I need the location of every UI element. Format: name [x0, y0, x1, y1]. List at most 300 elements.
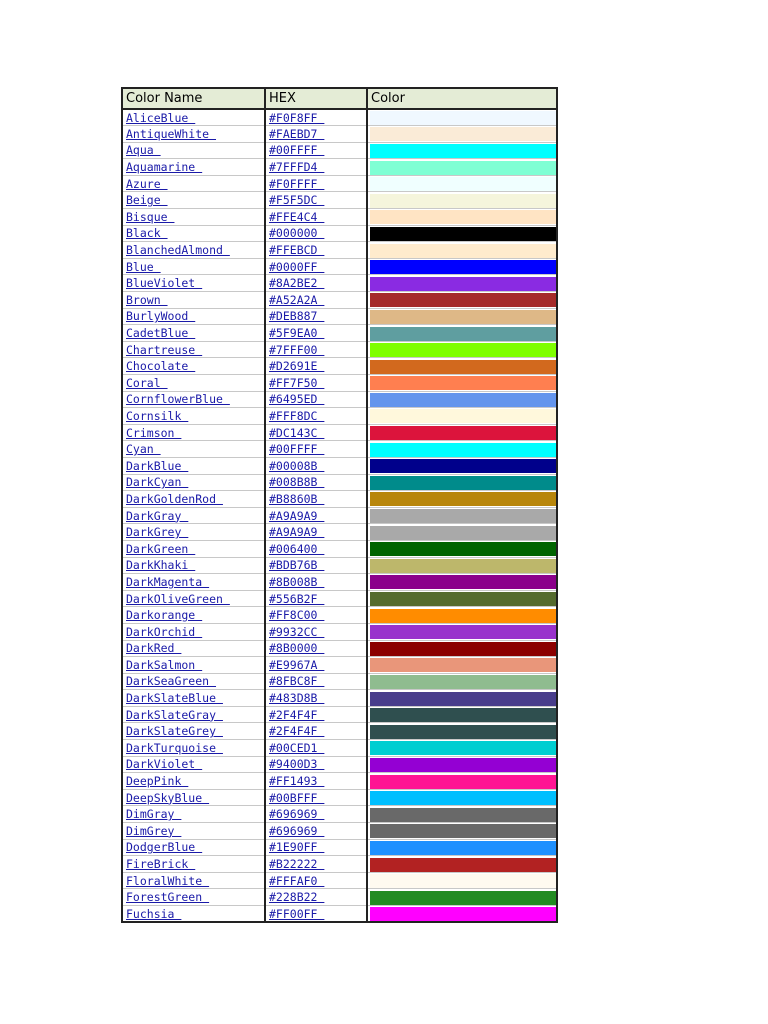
color-swatch	[370, 907, 556, 921]
table-row	[122, 408, 557, 425]
hex-cell	[265, 607, 367, 624]
table-row	[122, 623, 557, 640]
color-swatch	[370, 658, 556, 672]
hex-link[interactable]: #9932CC	[269, 624, 325, 639]
color-swatch-cell	[367, 209, 557, 226]
table-row	[122, 325, 557, 342]
table-row	[122, 126, 557, 143]
table-row	[122, 756, 557, 773]
hex-cell	[265, 491, 367, 508]
color-swatch-cell	[367, 457, 557, 474]
hex-link[interactable]: #00008B	[269, 458, 325, 473]
color-name-cell	[122, 491, 265, 508]
color-name-link[interactable]: DarkSlateGray	[126, 707, 223, 722]
hex-cell	[265, 740, 367, 757]
hex-link[interactable]: #FF1493	[269, 774, 325, 789]
color-swatch-cell	[367, 441, 557, 458]
color-name-cell	[122, 640, 265, 657]
hex-link[interactable]: #8B008B	[269, 574, 325, 589]
color-name-link[interactable]: DimGrey	[126, 823, 182, 838]
table-row	[122, 607, 557, 624]
color-name-link[interactable]: DeepPink	[126, 774, 189, 789]
hex-link[interactable]: #00FFFF	[269, 143, 325, 158]
color-name-cell	[122, 192, 265, 209]
hex-link[interactable]: #FF00FF	[269, 906, 325, 921]
color-swatch	[370, 476, 556, 490]
color-swatch-cell	[367, 690, 557, 707]
color-name-cell	[122, 690, 265, 707]
hex-link[interactable]: #7FFFD4	[269, 160, 325, 175]
hex-cell	[265, 524, 367, 541]
color-name-link[interactable]: Blue	[126, 259, 161, 274]
color-name-cell	[122, 723, 265, 740]
color-name-link[interactable]: DarkMagenta	[126, 574, 210, 589]
color-swatch	[370, 244, 556, 258]
hex-link[interactable]: #FAEBD7	[269, 126, 325, 141]
color-name-link[interactable]: Chocolate	[126, 359, 196, 374]
color-name-link[interactable]: DarkKhaki	[126, 558, 196, 573]
color-swatch-cell	[367, 292, 557, 309]
color-name-link[interactable]: Azure	[126, 176, 168, 191]
hex-cell	[265, 906, 367, 923]
color-name-link[interactable]: BlueViolet	[126, 276, 203, 291]
color-swatch	[370, 708, 556, 722]
hex-cell	[265, 690, 367, 707]
hex-cell	[265, 142, 367, 159]
color-swatch	[370, 260, 556, 274]
color-name-link[interactable]: BurlyWood	[126, 309, 196, 324]
hex-link[interactable]: #8A2BE2	[269, 276, 325, 291]
hex-cell	[265, 657, 367, 674]
color-name-link[interactable]: DarkGreen	[126, 541, 196, 556]
hex-cell	[265, 292, 367, 309]
hex-cell	[265, 590, 367, 607]
color-name-link[interactable]: DarkSeaGreen	[126, 674, 217, 689]
table-row	[122, 358, 557, 375]
hex-link[interactable]: #7FFF00	[269, 342, 325, 357]
color-name-link[interactable]: DarkViolet	[126, 757, 203, 772]
color-swatch-cell	[367, 507, 557, 524]
color-swatch-cell	[367, 258, 557, 275]
color-swatch	[370, 592, 556, 606]
color-name-cell	[122, 906, 265, 923]
color-swatch-cell	[367, 773, 557, 790]
color-swatch-cell	[367, 740, 557, 757]
hex-link[interactable]: #5F9EA0	[269, 326, 325, 341]
color-swatch-cell	[367, 358, 557, 375]
color-name-cell	[122, 524, 265, 541]
color-name-link[interactable]: AntiqueWhite	[126, 126, 217, 141]
color-name-link[interactable]: Chartreuse	[126, 342, 203, 357]
color-swatch-cell	[367, 623, 557, 640]
hex-cell	[265, 789, 367, 806]
color-swatch	[370, 144, 556, 158]
color-name-cell	[122, 607, 265, 624]
color-swatch-cell	[367, 325, 557, 342]
table-row	[122, 574, 557, 591]
hex-link[interactable]: #BDB76B	[269, 558, 325, 573]
color-name-link[interactable]: DarkSalmon	[126, 657, 203, 672]
color-table	[121, 87, 558, 923]
hex-link[interactable]: #00BFFF	[269, 790, 325, 805]
color-swatch	[370, 891, 556, 905]
color-swatch	[370, 874, 556, 888]
table-row	[122, 640, 557, 657]
hex-link[interactable]: #000000	[269, 226, 325, 241]
hex-link[interactable]: #D2691E	[269, 359, 325, 374]
color-swatch-cell	[367, 159, 557, 176]
color-swatch	[370, 725, 556, 739]
color-swatch-cell	[367, 109, 557, 126]
color-name-link[interactable]: FloralWhite	[126, 873, 210, 888]
color-name-cell	[122, 657, 265, 674]
hex-link[interactable]: #F0F8FF	[269, 110, 325, 125]
color-swatch	[370, 492, 556, 506]
table-row	[122, 723, 557, 740]
hex-cell	[265, 126, 367, 143]
color-name-link[interactable]: DarkSlateGrey	[126, 724, 223, 739]
table-row	[122, 823, 557, 840]
color-name-link[interactable]: Darkorange	[126, 608, 203, 623]
hex-link[interactable]: #483D8B	[269, 691, 325, 706]
color-swatch	[370, 741, 556, 755]
color-name-cell	[122, 209, 265, 226]
color-swatch-cell	[367, 375, 557, 392]
hex-link[interactable]: #FF8C00	[269, 608, 325, 623]
color-swatch	[370, 775, 556, 789]
color-swatch	[370, 559, 556, 573]
hex-link[interactable]: #8FBC8F	[269, 674, 325, 689]
color-swatch	[370, 393, 556, 407]
table-row	[122, 740, 557, 757]
color-name-link[interactable]: DarkOliveGreen	[126, 591, 230, 606]
color-name-cell	[122, 126, 265, 143]
color-name-link[interactable]: Fuchsia	[126, 906, 182, 921]
color-name-link[interactable]: Black	[126, 226, 168, 241]
header-color-name: Color Name	[122, 88, 265, 109]
color-swatch-cell	[367, 574, 557, 591]
table-row	[122, 889, 557, 906]
table-row	[122, 507, 557, 524]
color-swatch-cell	[367, 192, 557, 209]
color-name-cell	[122, 358, 265, 375]
hex-link[interactable]: #00CED1	[269, 740, 325, 755]
hex-link[interactable]: #1E90FF	[269, 840, 325, 855]
color-name-link[interactable]: Crimson	[126, 425, 182, 440]
color-name-cell	[122, 673, 265, 690]
color-swatch	[370, 542, 556, 556]
hex-cell	[265, 557, 367, 574]
hex-link[interactable]: #2F4F4F	[269, 707, 325, 722]
hex-link[interactable]: #E9967A	[269, 657, 325, 672]
color-name-cell	[122, 292, 265, 309]
color-swatch-cell	[367, 789, 557, 806]
hex-link[interactable]: #6495ED	[269, 392, 325, 407]
hex-cell	[265, 325, 367, 342]
color-name-link[interactable]: DarkGrey	[126, 525, 189, 540]
color-name-link[interactable]: FireBrick	[126, 857, 196, 872]
color-name-cell	[122, 424, 265, 441]
color-swatch-cell	[367, 640, 557, 657]
hex-cell	[265, 889, 367, 906]
table-row	[122, 375, 557, 392]
hex-link[interactable]: #006400	[269, 541, 325, 556]
hex-link[interactable]: #FFE4C4	[269, 209, 325, 224]
color-swatch	[370, 609, 556, 623]
color-name-link[interactable]: Brown	[126, 292, 168, 307]
table-row	[122, 872, 557, 889]
color-swatch-cell	[367, 540, 557, 557]
color-swatch-cell	[367, 225, 557, 242]
color-name-cell	[122, 308, 265, 325]
hex-link[interactable]: #556B2F	[269, 591, 325, 606]
color-name-link[interactable]: DarkCyan	[126, 475, 189, 490]
hex-cell	[265, 756, 367, 773]
hex-cell	[265, 391, 367, 408]
header-row	[122, 88, 557, 109]
color-name-link[interactable]: DarkOrchid	[126, 624, 203, 639]
color-swatch-cell	[367, 424, 557, 441]
color-name-link[interactable]: Aquamarine	[126, 160, 203, 175]
hex-cell	[265, 839, 367, 856]
color-name-link[interactable]: DarkBlue	[126, 458, 189, 473]
color-name-cell	[122, 574, 265, 591]
hex-cell	[265, 175, 367, 192]
color-name-link[interactable]: Beige	[126, 193, 168, 208]
color-swatch	[370, 409, 556, 423]
hex-cell	[265, 723, 367, 740]
hex-link[interactable]: #F0FFFF	[269, 176, 325, 191]
color-swatch	[370, 111, 556, 125]
color-swatch-cell	[367, 889, 557, 906]
table-row	[122, 292, 557, 309]
color-swatch	[370, 509, 556, 523]
hex-cell	[265, 706, 367, 723]
color-swatch	[370, 692, 556, 706]
color-name-link[interactable]: Cyan	[126, 442, 161, 457]
table-row	[122, 109, 557, 126]
hex-link[interactable]: #0000FF	[269, 259, 325, 274]
color-swatch	[370, 227, 556, 241]
hex-link[interactable]: #696969	[269, 807, 325, 822]
table-row	[122, 540, 557, 557]
color-swatch	[370, 675, 556, 689]
color-swatch	[370, 443, 556, 457]
hex-cell	[265, 408, 367, 425]
hex-cell	[265, 424, 367, 441]
hex-cell	[265, 872, 367, 889]
hex-link[interactable]: #DEB887	[269, 309, 325, 324]
color-swatch-cell	[367, 590, 557, 607]
color-name-cell	[122, 773, 265, 790]
hex-cell	[265, 275, 367, 292]
color-swatch-cell	[367, 242, 557, 259]
color-name-cell	[122, 441, 265, 458]
hex-link[interactable]: #FFFAF0	[269, 873, 325, 888]
hex-cell	[265, 341, 367, 358]
color-name-cell	[122, 540, 265, 557]
hex-cell	[265, 242, 367, 259]
color-name-cell	[122, 806, 265, 823]
color-swatch-cell	[367, 856, 557, 873]
hex-link[interactable]: #FF7F50	[269, 375, 325, 390]
table-row	[122, 557, 557, 574]
table-row	[122, 789, 557, 806]
color-swatch-cell	[367, 723, 557, 740]
color-name-cell	[122, 557, 265, 574]
color-name-link[interactable]: Aqua	[126, 143, 161, 158]
hex-cell	[265, 375, 367, 392]
color-name-cell	[122, 507, 265, 524]
color-name-link[interactable]: DarkTurquoise	[126, 740, 223, 755]
table-row	[122, 175, 557, 192]
color-name-link[interactable]: Coral	[126, 375, 168, 390]
color-name-cell	[122, 391, 265, 408]
color-swatch-cell	[367, 391, 557, 408]
hex-link[interactable]: #DC143C	[269, 425, 325, 440]
color-swatch-cell	[367, 657, 557, 674]
color-name-cell	[122, 225, 265, 242]
color-name-link[interactable]: AliceBlue	[126, 110, 196, 125]
color-swatch-cell	[367, 906, 557, 923]
table-row	[122, 159, 557, 176]
color-name-link[interactable]: DarkRed	[126, 641, 182, 656]
color-swatch-cell	[367, 839, 557, 856]
color-name-link[interactable]: CadetBlue	[126, 326, 196, 341]
color-swatch	[370, 127, 556, 141]
hex-link[interactable]: #A9A9A9	[269, 525, 325, 540]
color-swatch	[370, 526, 556, 540]
color-name-cell	[122, 408, 265, 425]
color-name-cell	[122, 142, 265, 159]
table-row	[122, 192, 557, 209]
color-name-cell	[122, 623, 265, 640]
color-name-link[interactable]: DarkGoldenRod	[126, 491, 223, 506]
table-row	[122, 491, 557, 508]
table-row	[122, 706, 557, 723]
hex-link[interactable]: #F5F5DC	[269, 193, 325, 208]
color-name-link[interactable]: Cornsilk	[126, 408, 189, 423]
color-name-link[interactable]: ForestGreen	[126, 890, 210, 905]
header-color: Color	[367, 88, 557, 109]
hex-cell	[265, 308, 367, 325]
hex-cell	[265, 574, 367, 591]
color-swatch-cell	[367, 474, 557, 491]
color-name-cell	[122, 789, 265, 806]
color-name-cell	[122, 839, 265, 856]
color-name-cell	[122, 590, 265, 607]
hex-cell	[265, 673, 367, 690]
color-name-link[interactable]: DarkSlateBlue	[126, 691, 223, 706]
color-swatch	[370, 758, 556, 772]
color-swatch-cell	[367, 126, 557, 143]
color-swatch-cell	[367, 142, 557, 159]
color-name-cell	[122, 457, 265, 474]
table-row	[122, 657, 557, 674]
table-row	[122, 839, 557, 856]
color-name-cell	[122, 109, 265, 126]
color-swatch	[370, 791, 556, 805]
hex-cell	[265, 159, 367, 176]
table-row	[122, 457, 557, 474]
table-row	[122, 258, 557, 275]
color-swatch-cell	[367, 341, 557, 358]
table-row	[122, 275, 557, 292]
color-swatch-cell	[367, 408, 557, 425]
color-swatch	[370, 808, 556, 822]
hex-cell	[265, 457, 367, 474]
color-swatch	[370, 459, 556, 473]
hex-link[interactable]: #A52A2A	[269, 292, 325, 307]
color-name-link[interactable]: DeepSkyBlue	[126, 790, 210, 805]
hex-link[interactable]: #228B22	[269, 890, 325, 905]
color-swatch	[370, 177, 556, 191]
hex-link[interactable]: #8B0000	[269, 641, 325, 656]
color-name-link[interactable]: DarkGray	[126, 508, 189, 523]
color-swatch	[370, 293, 556, 307]
color-name-cell	[122, 242, 265, 259]
table-row	[122, 474, 557, 491]
table-row	[122, 142, 557, 159]
color-swatch	[370, 277, 556, 291]
color-swatch	[370, 858, 556, 872]
color-name-link[interactable]: CornflowerBlue	[126, 392, 230, 407]
color-name-cell	[122, 706, 265, 723]
table-row	[122, 209, 557, 226]
hex-link[interactable]: #A9A9A9	[269, 508, 325, 523]
color-name-link[interactable]: DimGray	[126, 807, 182, 822]
color-name-cell	[122, 175, 265, 192]
color-swatch	[370, 360, 556, 374]
color-name-cell	[122, 756, 265, 773]
color-name-cell	[122, 159, 265, 176]
color-swatch-cell	[367, 872, 557, 889]
color-swatch	[370, 343, 556, 357]
color-name-cell	[122, 856, 265, 873]
hex-link[interactable]: #008B8B	[269, 475, 325, 490]
color-swatch-cell	[367, 823, 557, 840]
color-swatch-cell	[367, 706, 557, 723]
color-swatch-cell	[367, 175, 557, 192]
color-name-link[interactable]: BlanchedAlmond	[126, 243, 230, 258]
color-name-cell	[122, 740, 265, 757]
color-name-link[interactable]: Bisque	[126, 209, 175, 224]
color-swatch-cell	[367, 524, 557, 541]
color-swatch-cell	[367, 756, 557, 773]
color-swatch-cell	[367, 607, 557, 624]
color-name-cell	[122, 341, 265, 358]
color-name-link[interactable]: DodgerBlue	[126, 840, 203, 855]
hex-link[interactable]: #FFEBCD	[269, 243, 325, 258]
table-row	[122, 773, 557, 790]
table-row	[122, 524, 557, 541]
table-row	[122, 242, 557, 259]
color-name-cell	[122, 474, 265, 491]
hex-link[interactable]: #2F4F4F	[269, 724, 325, 739]
hex-cell	[265, 109, 367, 126]
hex-link[interactable]: #00FFFF	[269, 442, 325, 457]
hex-link[interactable]: #B8860B	[269, 491, 325, 506]
hex-link[interactable]: #696969	[269, 823, 325, 838]
hex-link[interactable]: #B22222	[269, 857, 325, 872]
color-name-cell	[122, 823, 265, 840]
table-row	[122, 341, 557, 358]
color-name-cell	[122, 889, 265, 906]
table-row	[122, 391, 557, 408]
hex-link[interactable]: #FFF8DC	[269, 408, 325, 423]
table-row	[122, 308, 557, 325]
hex-link[interactable]: #9400D3	[269, 757, 325, 772]
